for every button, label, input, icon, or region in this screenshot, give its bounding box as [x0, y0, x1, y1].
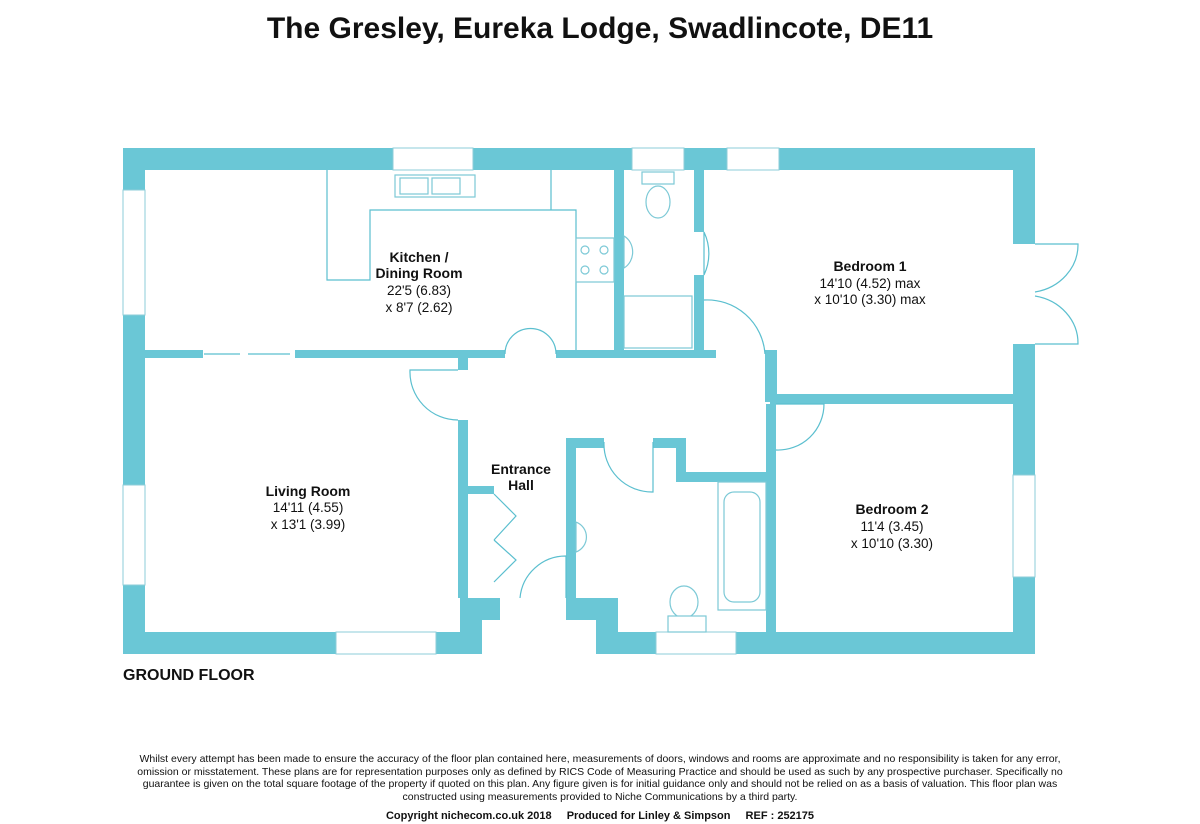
hall-name-line2: Hall — [508, 477, 534, 493]
kitchen-name-line1: Kitchen / — [389, 249, 449, 265]
living-dim1: 14'11 (4.55) — [272, 500, 344, 515]
room-label-living — [266, 483, 351, 532]
floor-label: GROUND FLOOR — [123, 667, 255, 684]
kitchen-dim1: 22'5 (6.83) — [386, 283, 452, 298]
room-label-hall — [491, 461, 551, 493]
reference-text: REF : 252175 — [745, 810, 815, 822]
disclaimer-text: Whilst every attempt has been made to ensure the accuracy of the floor plan contained here, measurements of doors, windows and rooms are approximate and no responsibility is taken for any error, omission or misstatement. These plans are for representation purposes only as defined by RICS Code of Measuring Practice and should be used as such by any prospective purchaser. Specifically no guarantee is given on the total square footage of the property if quoted on this plan. Any figure given is for initial guidance only and should not be relied on as a basis of valuation. This floor plan was constructed using measurements provided to Niche Communications by a third party. — [137, 753, 1063, 803]
produced-for-text: Produced for Linley & Simpson — [566, 810, 731, 822]
footer — [0, 810, 1200, 822]
window-left-upper — [123, 190, 145, 315]
copyright-text: Copyright nichecom.co.uk 2018 — [385, 810, 552, 822]
bedroom1-dim2: x 10'10 (3.30) max — [814, 292, 926, 307]
bathroom-toilet — [670, 586, 698, 618]
living-dim2: x 13'1 (3.99) — [270, 517, 346, 532]
wc-cistern — [642, 172, 674, 184]
wc-toilet — [646, 186, 670, 218]
shower-tray — [624, 296, 692, 348]
window-bedroom2-right — [1013, 475, 1035, 577]
bedroom1-name: Bedroom 1 — [833, 258, 907, 274]
bedroom2-dim1: 11'4 (3.45) — [860, 519, 924, 534]
bathroom-basin — [576, 522, 586, 552]
fixtures — [204, 170, 766, 632]
hob — [576, 238, 614, 282]
bedroom1-dim1: 14'10 (4.52) max — [819, 276, 921, 291]
living-name: Living Room — [265, 483, 351, 499]
hall-name-line1: Entrance — [491, 461, 551, 477]
window-bedroom1-top — [727, 148, 779, 170]
window-bathroom-bottom — [656, 632, 736, 654]
bedroom2-dim2: x 10'10 (3.30) — [850, 536, 934, 551]
bedroom2-name: Bedroom 2 — [855, 501, 929, 517]
kitchen-name-line2: Dining Room — [375, 265, 463, 281]
room-label-bedroom2 — [851, 501, 933, 551]
window-living-bottom — [336, 632, 436, 654]
window-kitchen — [393, 148, 473, 170]
kitchen-dim2: x 8'7 (2.62) — [385, 300, 453, 315]
room-label-bedroom1 — [814, 258, 926, 307]
window-left-lower — [123, 485, 145, 585]
wc-basin — [624, 236, 633, 268]
page-title: The Gresley, Eureka Lodge, Swadlincote, DE11 — [266, 12, 934, 45]
window-wc — [632, 148, 684, 170]
room-label-kitchen — [375, 249, 462, 315]
